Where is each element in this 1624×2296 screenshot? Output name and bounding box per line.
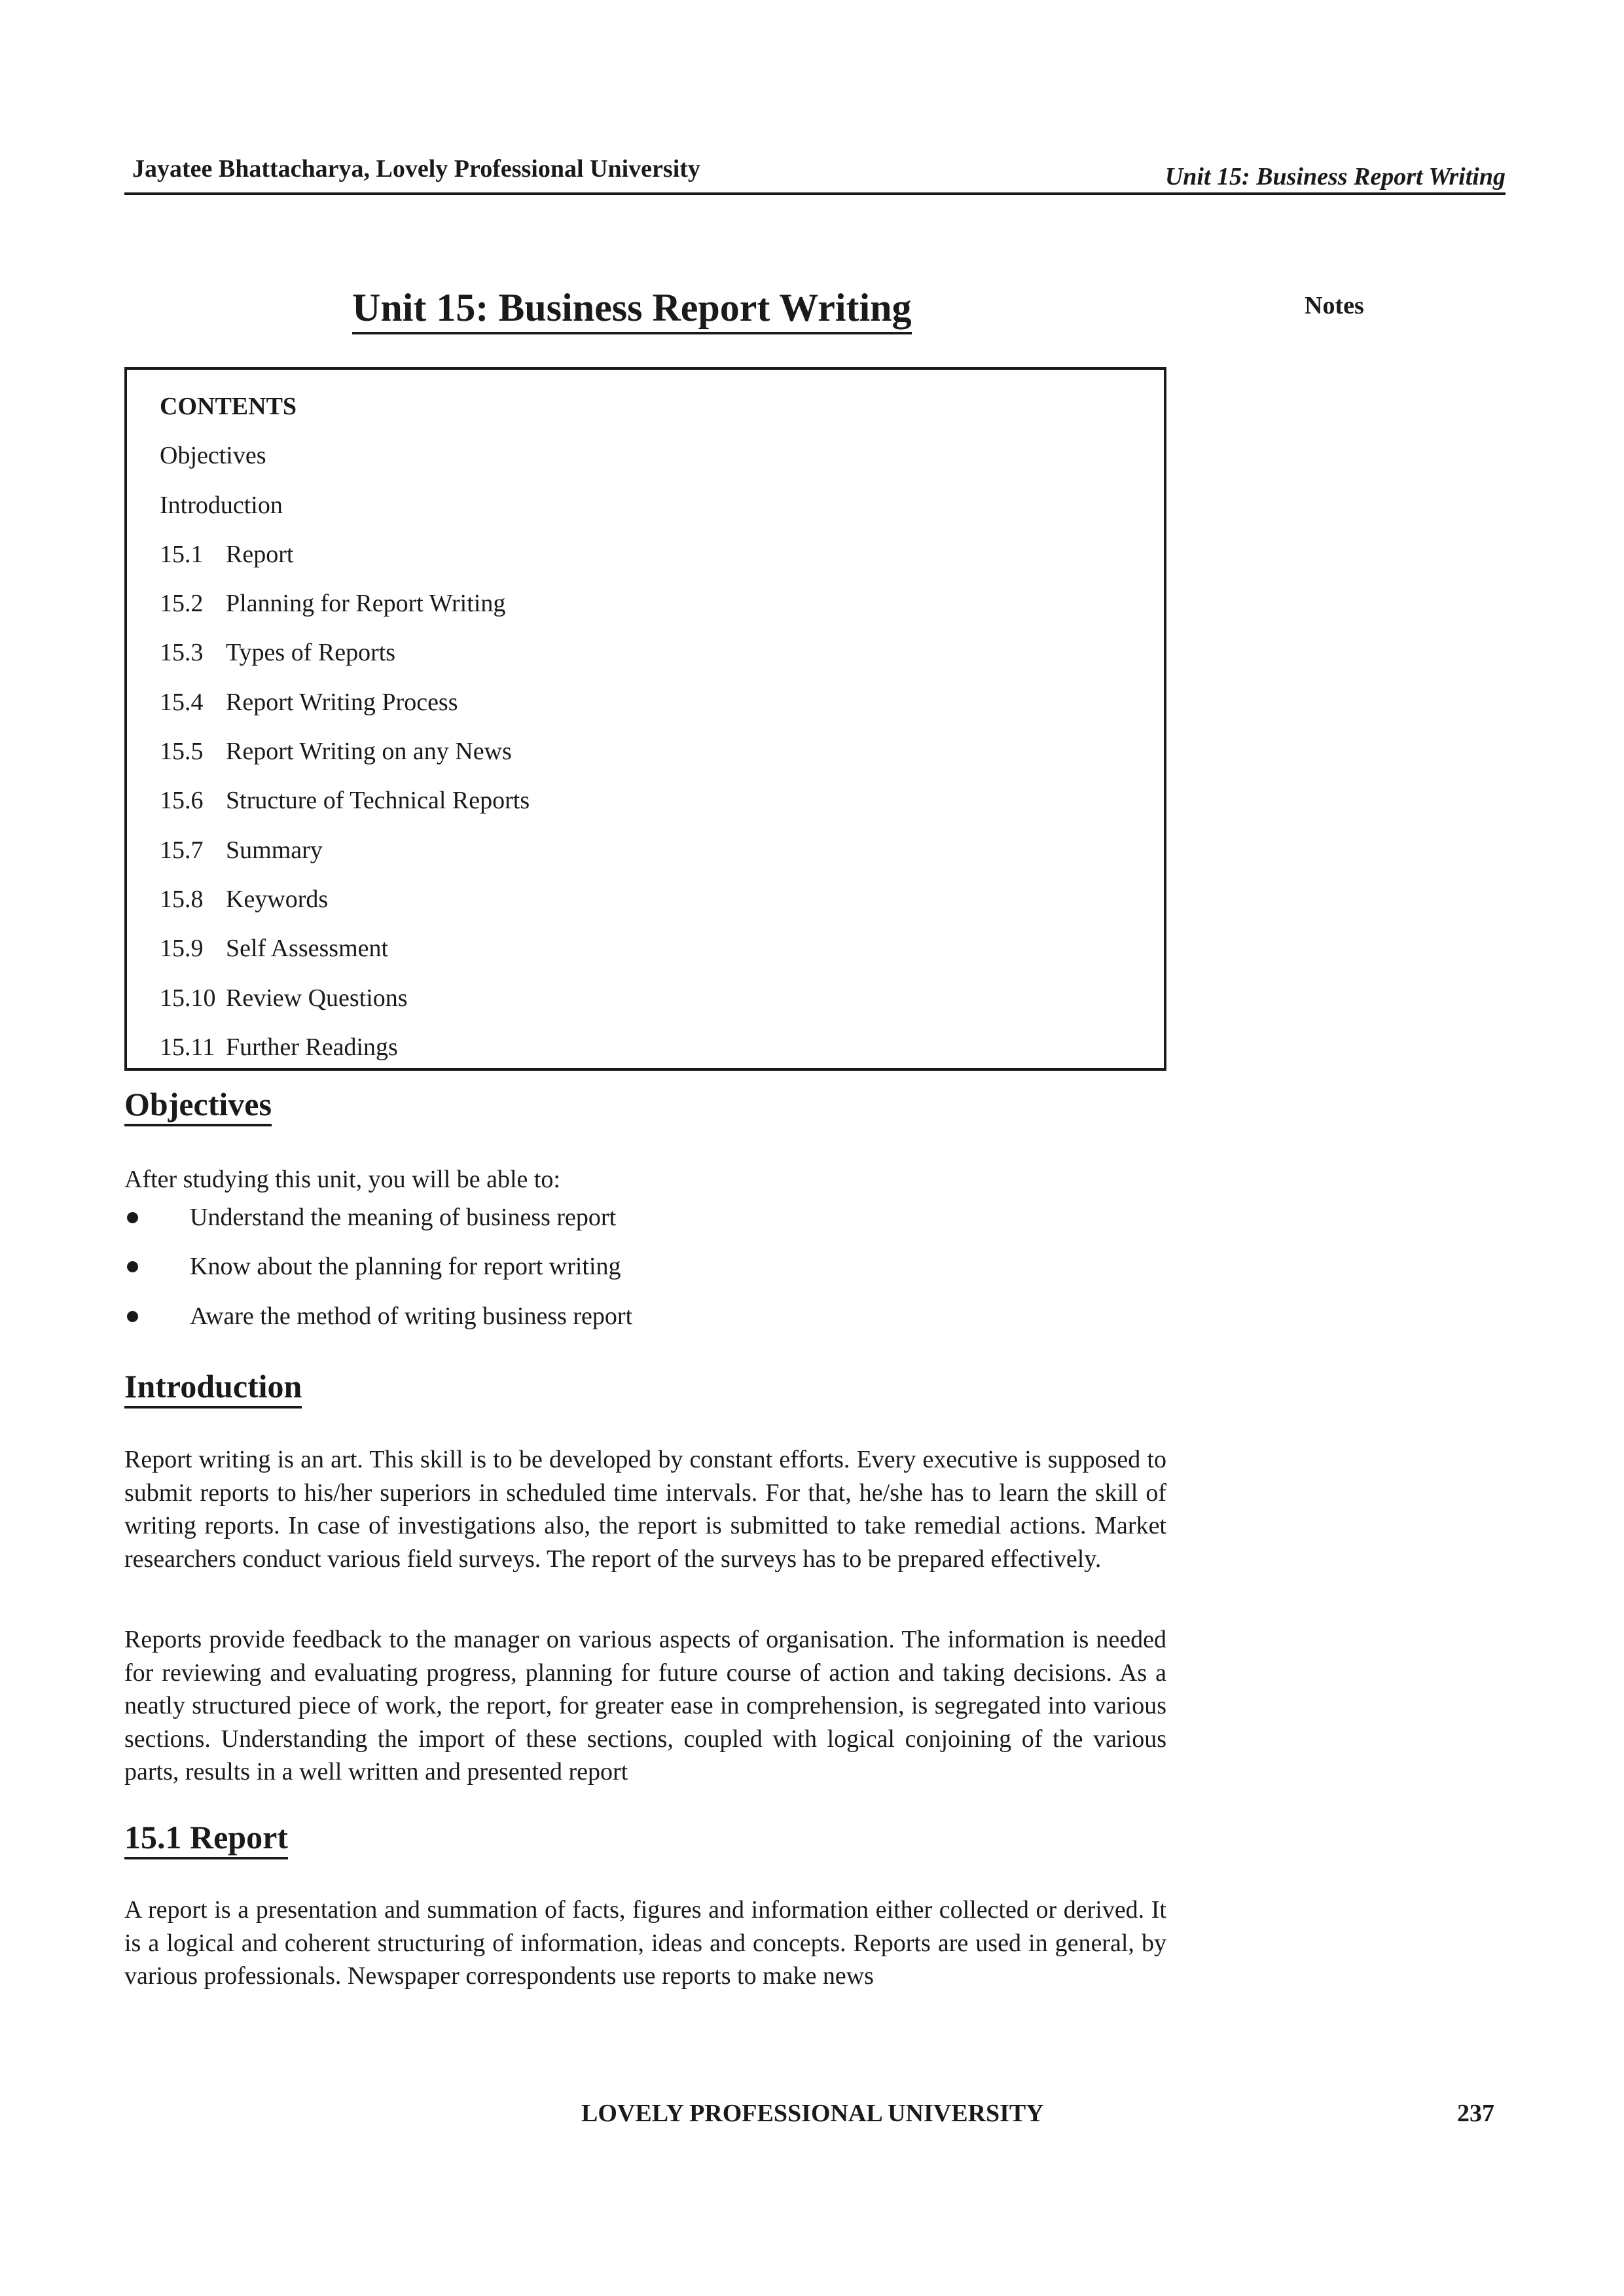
contents-item [160, 833, 530, 882]
objective-text: Understand the meaning of business report [190, 1204, 617, 1231]
introduction-paragraph-2: Reports provide feedback to the manager on various aspects of organisation. The information is needed for reviewing and evaluating progress, planning for future course of action and taking decisions. As a neatly structured piece of work, the report, for greater ease in comprehension, is segregated into various sections. Understanding the import of these sections, coupled with logical conjoining of the various parts, results in a well written and presented report [124, 1626, 1166, 1785]
objective-text: Know about the planning for report writing [190, 1253, 621, 1281]
objective-item [124, 1201, 632, 1250]
introduction-heading: Introduction [124, 1369, 302, 1408]
contents-item [160, 439, 530, 488]
contents-item-label: Objectives [160, 442, 266, 470]
report-paragraph: A report is a presentation and summation of facts, figures and information either collected or derived. It is a logical and coherent structuring of information, ideas and concepts. Reports are used in general, by various professionals. Newspaper correspondents use reports to make news [124, 1896, 1166, 1990]
contents-item-label: Report Writing Process [226, 688, 458, 716]
contents-item-number: 15.8 [160, 885, 204, 913]
contents-item [160, 537, 530, 586]
contents-item [160, 586, 530, 636]
contents-item-label: Structure of Technical Reports [226, 787, 530, 815]
contents-box [124, 367, 1166, 1071]
contents-item-label: Introduction [160, 491, 283, 519]
contents-item-label: Planning for Report Writing [226, 590, 506, 618]
objectives-list [124, 1201, 632, 1349]
contents-item [160, 488, 530, 537]
contents-item-number: 15.1 [160, 540, 204, 568]
contents-item [160, 734, 530, 783]
contents-item-number: 15.6 [160, 787, 204, 815]
running-header-unit-title: Unit 15: Business Report Writing [1164, 163, 1506, 190]
contents-item-label: Summary [226, 836, 323, 864]
contents-list [160, 389, 530, 1079]
contents-heading: CONTENTS [160, 393, 297, 420]
contents-item-label: Self Assessment [226, 935, 389, 963]
contents-item [160, 882, 530, 931]
contents-item-number: 15.7 [160, 836, 204, 864]
contents-item-number: 15.2 [160, 590, 204, 618]
bullet-icon [127, 1212, 138, 1223]
contents-item-label: Report Writing on any News [226, 738, 512, 766]
bullet-icon [127, 1261, 138, 1272]
contents-item-label: Further Readings [226, 1033, 398, 1061]
contents-item [160, 685, 530, 734]
contents-item [160, 783, 530, 833]
header-rule [124, 192, 1506, 195]
contents-item [160, 1030, 530, 1079]
footer-university: LOVELY PROFESSIONAL UNIVERSITY [581, 2100, 1044, 2127]
objectives-heading: Objectives [124, 1086, 272, 1126]
bullet-icon [127, 1311, 138, 1322]
report-section-heading: 15.1 Report [124, 1820, 288, 1859]
page-number: 237 [1457, 2100, 1494, 2127]
margin-notes-label: Notes [1305, 292, 1364, 319]
objective-item [124, 1300, 632, 1349]
objective-item [124, 1250, 632, 1299]
contents-item-number: 15.4 [160, 688, 204, 716]
contents-item-number: 15.9 [160, 935, 204, 963]
contents-item-number: 15.3 [160, 639, 204, 667]
contents-item-label: Review Questions [226, 984, 408, 1012]
contents-item-label: Types of Reports [226, 639, 396, 667]
contents-item [160, 931, 530, 980]
running-header-author: Jayatee Bhattacharya, Lovely Professional University [132, 155, 700, 183]
contents-item-number: 15.11 [160, 1033, 215, 1061]
objectives-intro: After studying this unit, you will be able to: [124, 1166, 560, 1193]
introduction-paragraph-1: Report writing is an art. This skill is to be developed by constant efforts. Every executive is supposed to submit reports to his/her superiors in scheduled time intervals. For that, he/she has to learn the skill of writing reports. In case of investigations also, the report is submitted to take remedial actions. Market researchers conduct various field surveys. The report of the surveys has to be prepared effectively. [124, 1446, 1166, 1573]
contents-item-label: Keywords [226, 885, 329, 913]
objective-text: Aware the method of writing business report [190, 1302, 633, 1330]
contents-item-number: 15.10 [160, 984, 216, 1012]
contents-item [160, 981, 530, 1030]
contents-item [160, 636, 530, 685]
contents-item-number: 15.5 [160, 738, 204, 766]
contents-item-label: Report [226, 540, 294, 568]
page-title: Unit 15: Business Report Writing [352, 285, 912, 334]
